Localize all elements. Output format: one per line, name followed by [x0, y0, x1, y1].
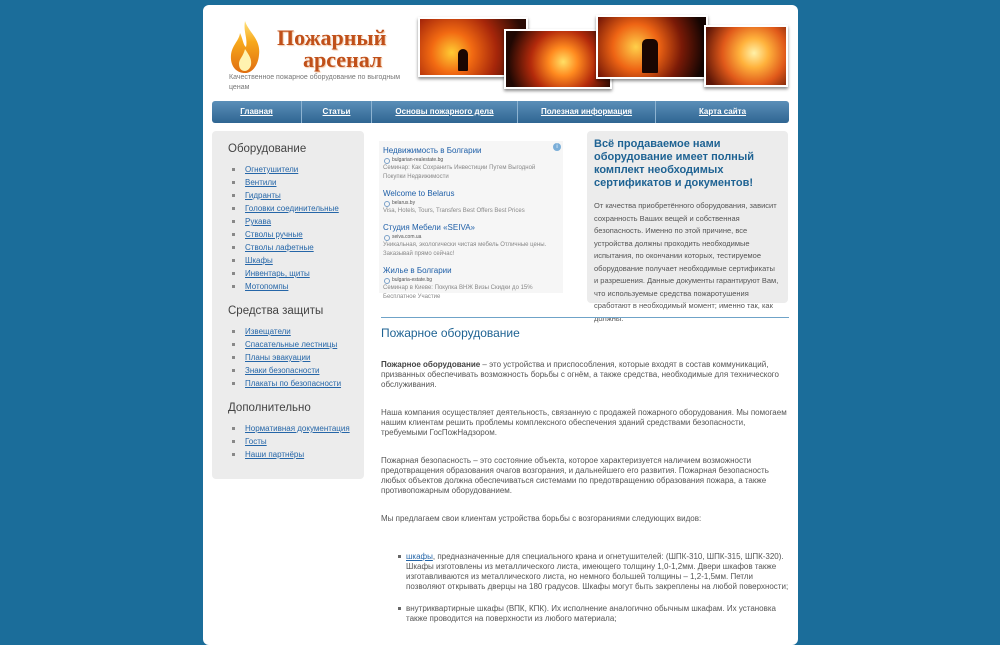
infobox-heading: Всё продаваемое нами оборудование имеет полный комплект необходимых сертификатов и документов!	[594, 138, 754, 189]
nav-item-sitemap[interactable]: Карта сайта	[698, 107, 747, 116]
sidebar-link[interactable]: Знаки безопасности	[245, 366, 320, 375]
infobox-text: От качества приобретённого оборудования, зависит сохранность Ваших вещей и собственная безопасность. Именно по этой причине, все устройства должны проходить необходимые испытания, по окончании которых, тестируемое оборудование получает необходимые сертификаты и разрешения. Данные документы гарантируют Вам, что используемые средства пожаротушения сработают в необходимый момент; именно так, как должны.	[594, 201, 779, 323]
list-item	[228, 267, 364, 280]
sidebar-link[interactable]: Нормативная документация	[245, 424, 350, 433]
list-item	[228, 254, 364, 267]
sidebar-link[interactable]: Мотопомпы	[245, 282, 289, 291]
ad-item[interactable]	[383, 222, 559, 259]
logo-text	[277, 27, 386, 71]
list-item: внутриквартирные шкафы (ВПК, КПК). Их исполнение аналогично обычным шкафам. Их установка также проводится на поверхности из любого материала;	[398, 604, 789, 624]
ad-text: Уникальная, экологически чистая мебель Отличные цены. Заказывай прямо сейчас!	[383, 242, 547, 257]
list-item	[228, 215, 364, 228]
page-title: Пожарное оборудование	[381, 326, 520, 340]
logo-line-1: Пожарный	[277, 25, 387, 50]
main-content	[381, 317, 789, 636]
firefighter-silhouette	[642, 39, 658, 73]
ad-text: Семинар в Киеве: Покупка ВНЖ Визы Скидки до 15% Бесплатное Участие	[383, 285, 533, 300]
ad-item[interactable]	[383, 265, 559, 302]
sidebar-list-equipment	[228, 163, 364, 293]
list-item	[228, 241, 364, 254]
sidebar-heading-additional: Дополнительно	[228, 402, 311, 414]
sidebar-list-protection	[228, 325, 364, 390]
fire-photo-3	[596, 15, 708, 79]
nav-item-useful-info[interactable]: Полезная информация	[518, 101, 656, 123]
equipment-list	[381, 552, 789, 624]
list-item	[228, 364, 364, 377]
list-item	[228, 163, 364, 176]
fire-photo-4	[704, 25, 788, 87]
page-container	[203, 5, 798, 645]
cabinets-link[interactable]: шкафы	[406, 552, 433, 561]
sidebar-link[interactable]: Госты	[245, 437, 267, 446]
sidebar-link[interactable]: Стволы ручные	[245, 230, 303, 239]
paragraph-text: – это устройства и приспособления, которые входят в состав коммуникаций, призванных обеспечивать возможность борьбы с огнём, а также средства, необходимые для технического обслуживания.	[381, 360, 779, 389]
list-item	[228, 435, 364, 448]
sidebar	[212, 131, 364, 479]
paragraph: Мы предлагаем свои клиентам устройства борьбы с возгораниями следующих видов:	[381, 514, 702, 523]
paragraph-bold: Пожарное оборудование	[381, 360, 481, 369]
sidebar-link[interactable]: Инвентарь, щиты	[245, 269, 310, 278]
sidebar-link[interactable]: Вентили	[245, 178, 277, 187]
list-item	[228, 422, 364, 435]
sidebar-list-additional	[228, 422, 364, 461]
ad-url[interactable]: seiva.com.ua	[383, 233, 559, 241]
nav-item-home[interactable]: Главная	[212, 101, 302, 123]
sidebar-link[interactable]: Стволы лафетные	[245, 243, 314, 252]
ad-title[interactable]: Недвижимость в Болгарии	[383, 146, 482, 155]
list-item	[228, 228, 364, 241]
sidebar-link[interactable]: Плакаты по безопасности	[245, 379, 342, 388]
ad-item[interactable]	[383, 145, 559, 182]
sidebar-link[interactable]: Наши партнёры	[245, 450, 305, 459]
sidebar-link[interactable]: Планы эвакуации	[245, 353, 311, 362]
list-item	[228, 377, 364, 390]
ad-block	[379, 141, 563, 300]
sidebar-link[interactable]: Головки соединительные	[245, 204, 339, 213]
sidebar-heading-equipment: Оборудование	[228, 143, 307, 155]
list-item-text: , предназначенные для специального крана и огнетушителей: (ШПК-310, ШПК-315, ШПК-320). Шкафы изготовлены из металлического листа, имеющего толщину 1,0-1,2мм. Двери шкафов также изготавливаются из металлического листа, но немного большей толщины – 1,2-1,5мм. Петли позволяют открывать дверцы на 180 градусов. Шкафы могут быть закреплены на любой поверхности;	[406, 552, 789, 591]
site-logo[interactable]	[227, 19, 407, 79]
sidebar-heading-protection: Средства защиты	[228, 305, 324, 317]
ad-title[interactable]: Жилье в Болгарии	[383, 266, 452, 275]
firefighter-silhouette	[458, 49, 468, 71]
nav-item-fire-basics[interactable]: Основы пожарного дела	[372, 101, 518, 123]
flame-icon	[227, 19, 263, 75]
list-item	[228, 280, 364, 293]
sidebar-link[interactable]: Огнетушители	[245, 165, 299, 174]
nav-item-articles[interactable]: Статьи	[302, 101, 372, 123]
ad-info-icon[interactable]: i	[553, 143, 561, 151]
ad-url[interactable]: bulgaria-estate.bg	[383, 276, 559, 284]
list-item	[228, 448, 364, 461]
list-item	[398, 552, 789, 592]
ad-title[interactable]: Студия Мебели «SEIVA»	[383, 223, 475, 232]
sidebar-link[interactable]: Гидранты	[245, 191, 281, 200]
paragraph: Пожарная безопасность – это состояние объекта, которое характеризуется наличием возможности предотвращения образования очагов возгорания, и дальнейшего его развития. Пожарная безопасность любых объектов должна обеспечиваться системами по предотвращению образования пожара, а также противопожарным оборудованием.	[381, 456, 769, 495]
sidebar-link[interactable]: Рукава	[245, 217, 272, 226]
list-item	[228, 189, 364, 202]
site-tagline: Качественное пожарное оборудование по выгодным ценам	[229, 74, 401, 91]
ad-text: Visa, Hotels, Tours, Transfers Best Offers Best Prices	[383, 208, 525, 214]
list-item	[228, 325, 364, 338]
ad-item[interactable]	[383, 188, 559, 216]
logo-line-2: арсенал	[303, 47, 383, 72]
list-item	[228, 202, 364, 215]
certificates-infobox	[587, 131, 788, 323]
ad-url[interactable]: bulgarian-realestate.bg	[383, 156, 559, 164]
ad-text: Семинар: Как Сохранить Инвестиции Путем Выгодной Покупки Недвижимости	[383, 165, 536, 180]
main-nav	[212, 101, 789, 123]
sidebar-link[interactable]: Шкафы	[245, 256, 273, 265]
ad-url[interactable]: belarus.by	[383, 199, 559, 207]
header-photo-collage	[418, 15, 790, 93]
list-item	[228, 351, 364, 364]
ad-title[interactable]: Welcome to Belarus	[383, 189, 455, 198]
paragraph: Наша компания осуществляет деятельность, связанную с продажей пожарного оборудования. Мы помогаем нашим клиентам решить проблемы комплексного обеспечения зданий средствами безопасности, требуемыми ГосПожНадзором.	[381, 408, 787, 437]
sidebar-link[interactable]: Извещатели	[245, 327, 291, 336]
list-item	[228, 338, 364, 351]
list-item	[228, 176, 364, 189]
sidebar-link[interactable]: Спасательные лестницы	[245, 340, 338, 349]
paragraph	[381, 360, 789, 390]
